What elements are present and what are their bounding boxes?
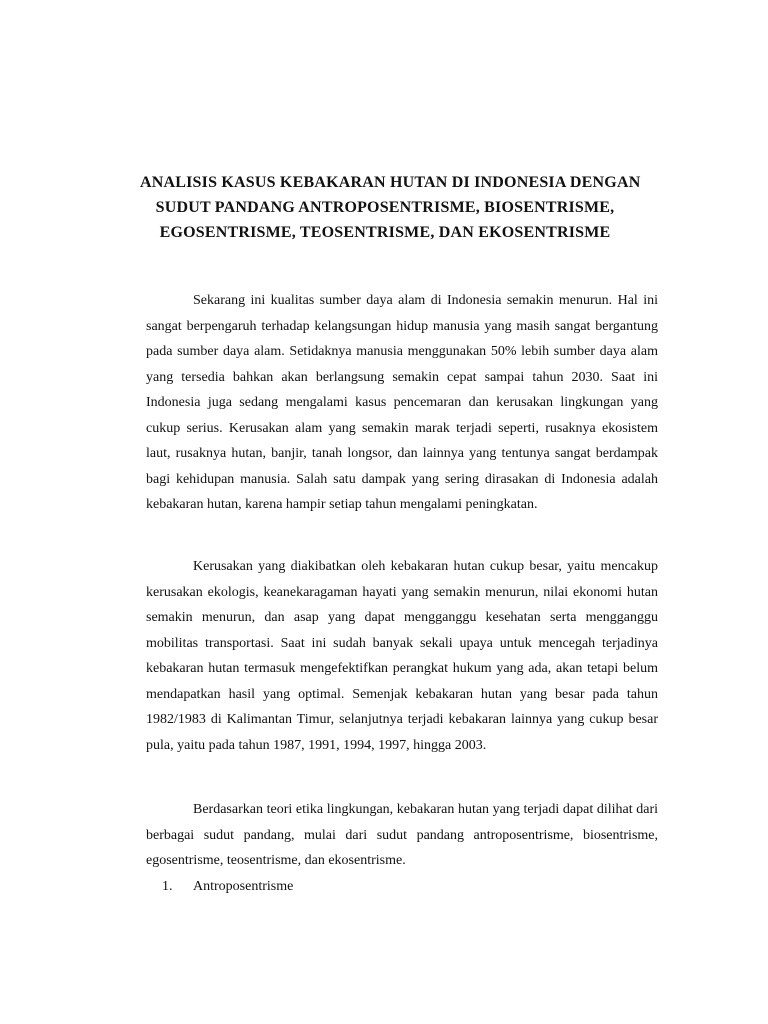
title-line-3: EGOSENTRISME, TEOSENTRISME, DAN EKOSENTRISME (159, 224, 611, 241)
title-line-2: SUDUT PANDANG ANTROPOSENTRISME, BIOSENTRISME, (155, 199, 615, 216)
paragraph-1: Sekarang ini kualitas sumber daya alam di Indonesia semakin menurun. Hal ini sangat berpengaruh terhadap kelangsungan hidup manusia yang masih sangat bergantung pada sumber daya alam. Setidaknya manusia menggunakan 50% lebih sumber daya alam yang tersedia bahkan akan berlangsung semakin cepat sampai tahun 2030. Saat ini Indonesia juga sedang mengalami kasus pencemaran dan kerusakan lingkungan yang cukup serius. Kerusakan alam yang semakin marak terjadi seperti, rusaknya ekosistem laut, rusaknya hutan, banjir, tanah longsor, dan lainnya yang tentunya sangat berdampak bagi kehidupan manusia. Salah satu dampak yang sering dirasakan di Indonesia adalah kebakaran hutan, karena hampir setiap tahun mengalami peningkatan. (146, 293, 658, 512)
numbered-list (162, 874, 293, 899)
list-item-number: 1. (162, 879, 173, 894)
paragraph-2: Kerusakan yang diakibatkan oleh kebakaran hutan cukup besar, yaitu mencakup kerusakan ekologis, keanekaragaman hayati yang semakin menurun, nilai ekonomi hutan semakin menurun, dan asap yang dapat mengganggu kesehatan serta mengganggu mobilitas transportasi. Saat ini sudah banyak sekali upaya untuk mencegah terjadinya kebakaran hutan termasuk mengefektifkan perangkat hukum yang ada, akan tetapi belum mendapatkan hasil yang optimal. Semenjak kebakaran hutan yang besar pada tahun 1982/1983 di Kalimantan Timur, selanjutnya terjadi kebakaran lainnya yang cukup besar pula, yaitu pada tahun 1987, 1991, 1994, 1997, hingga 2003. (146, 559, 658, 753)
list-item (162, 874, 293, 899)
title-line-1: ANALISIS KASUS KEBAKARAN HUTAN DI INDONESIA DENGAN (140, 174, 641, 191)
list-item-label: Antroposentrisme (193, 879, 294, 894)
document-title (140, 170, 641, 245)
paragraph-3: Berdasarkan teori etika lingkungan, kebakaran hutan yang terjadi dapat dilihat dari berbagai sudut pandang, mulai dari sudut pandang antroposentrisme, biosentrisme, egosentrisme, teosentrisme, dan ekosentrisme. (146, 802, 658, 868)
